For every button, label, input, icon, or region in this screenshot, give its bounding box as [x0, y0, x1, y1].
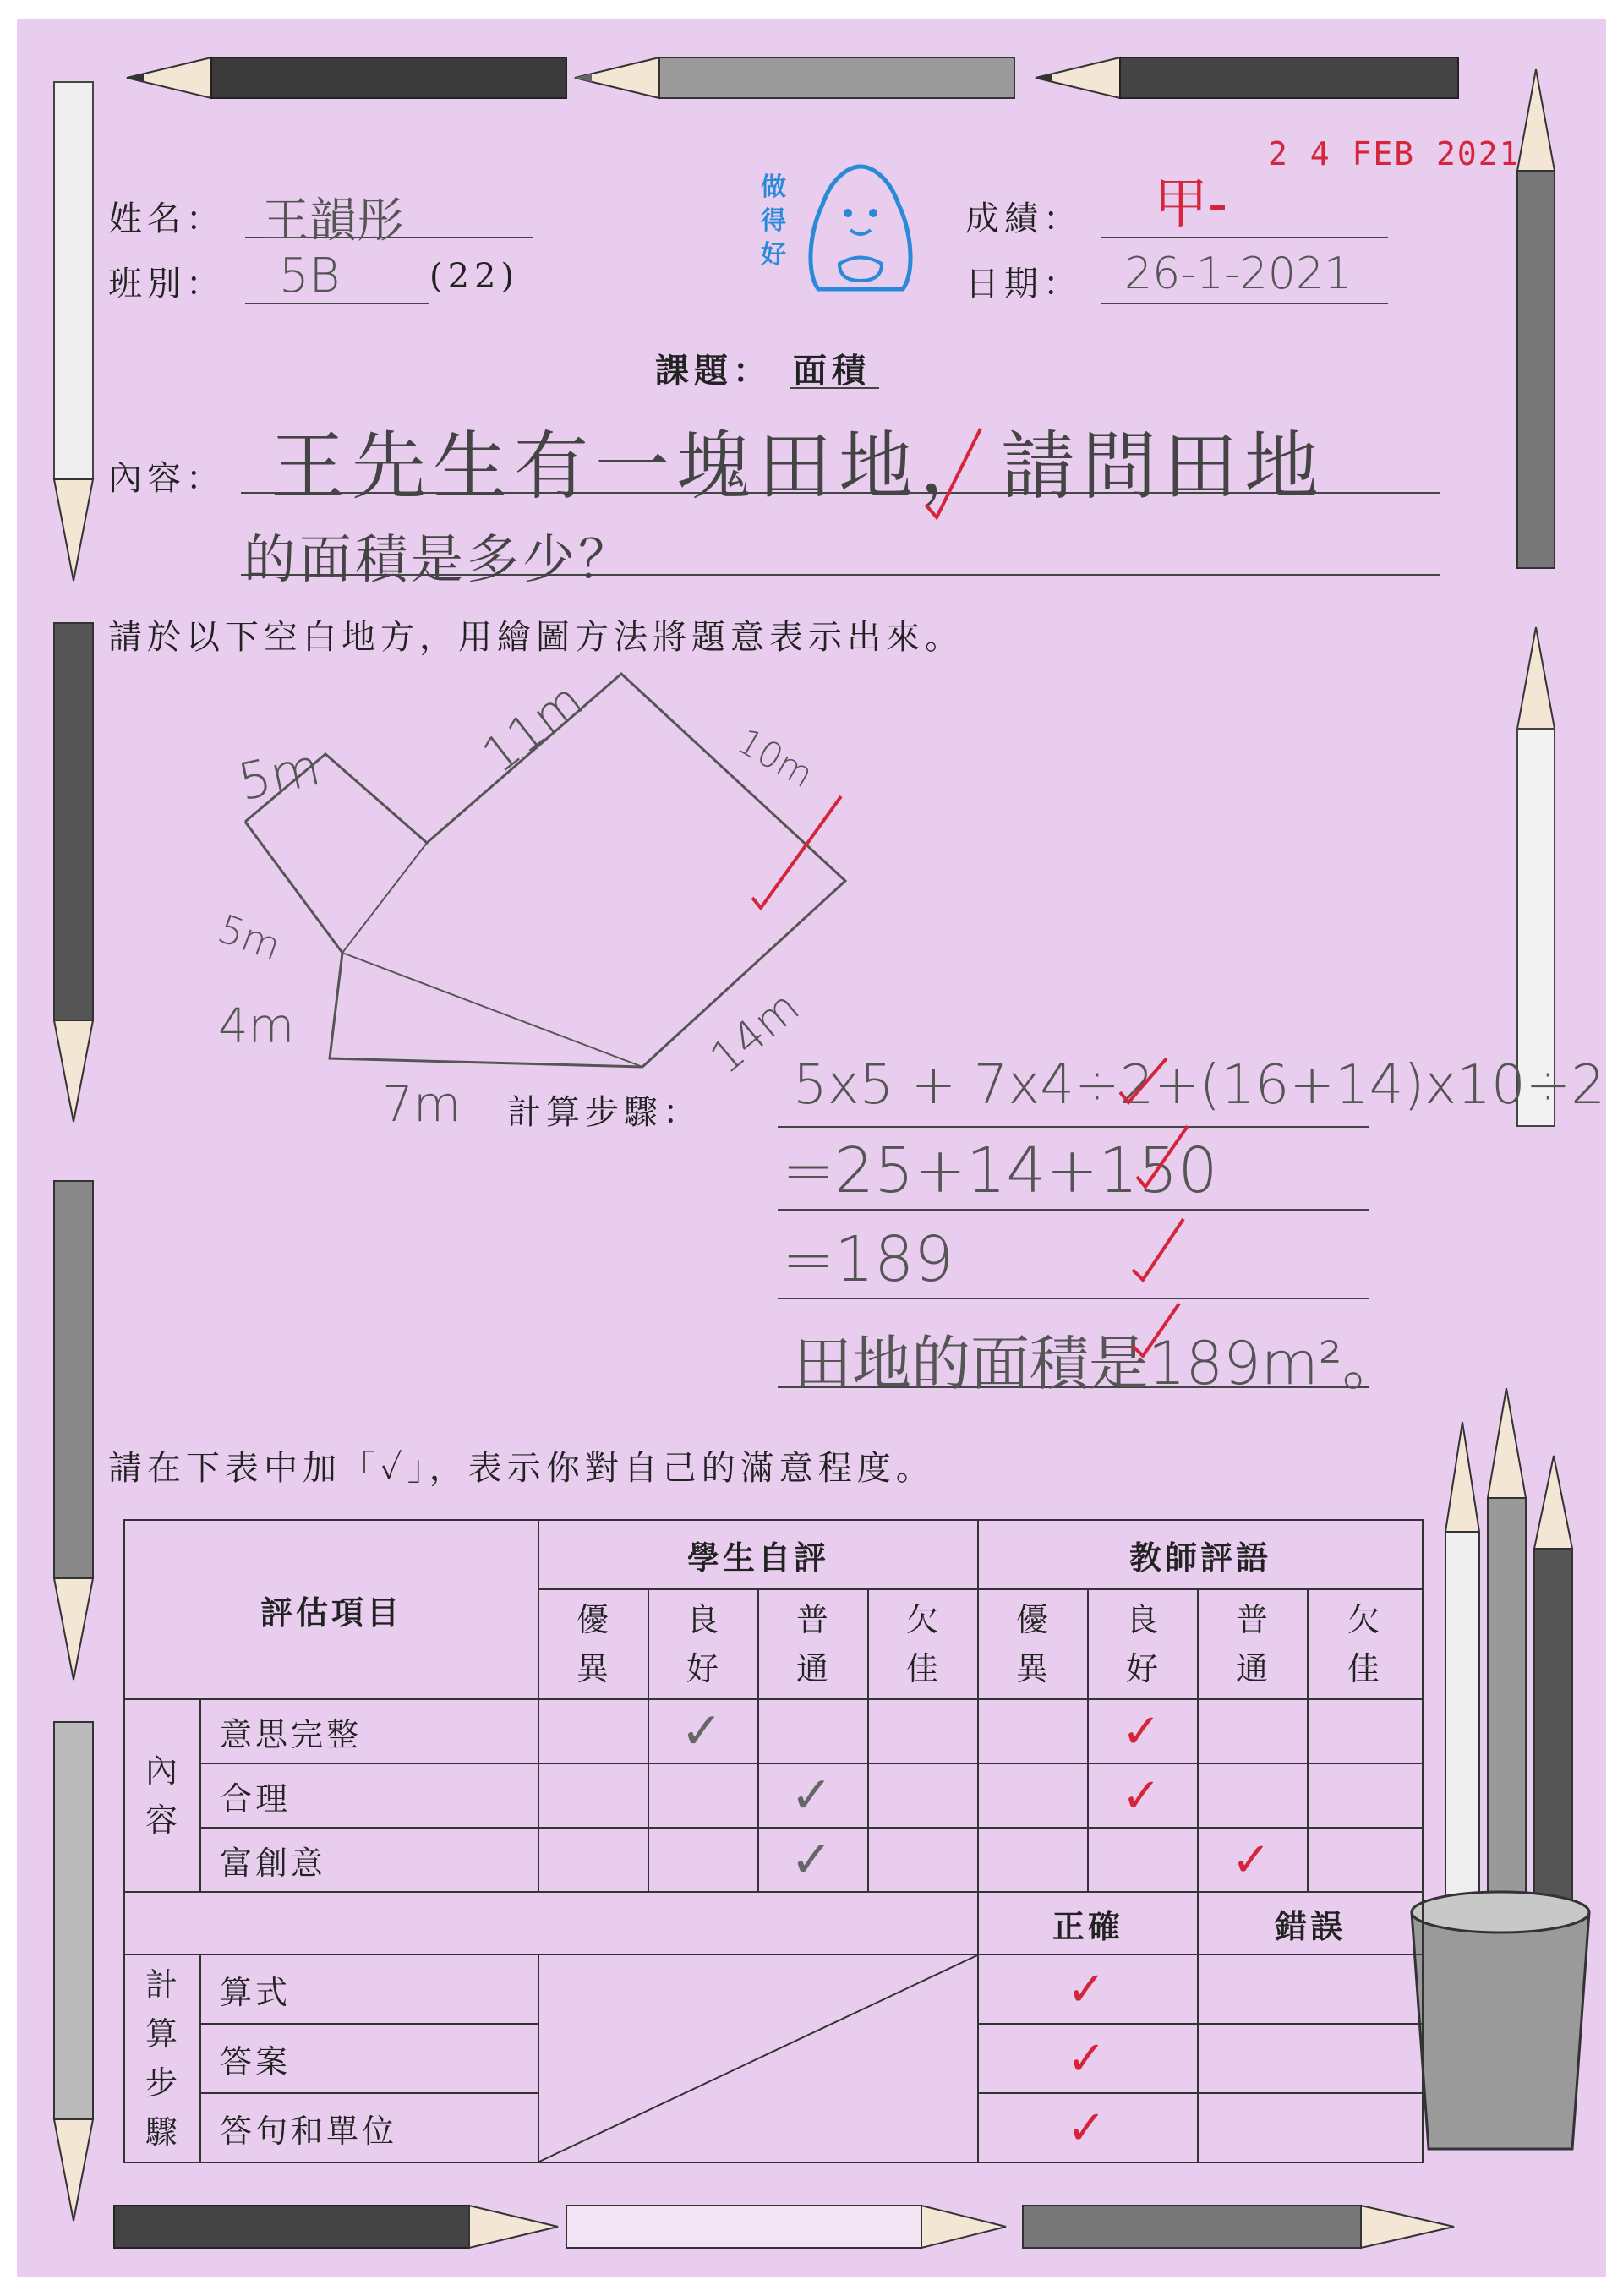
teacher-cell [1088, 1763, 1198, 1828]
row-label: 答案 [200, 2024, 538, 2093]
rating-cell[interactable] [868, 1699, 978, 1763]
step-line-4: 田地的面積是189m²。 [793, 1329, 1402, 1398]
correct-cell [978, 1954, 1198, 2024]
mascot-icon [801, 154, 920, 298]
grade-label: 成績： [965, 200, 1082, 238]
good-work-stamp [761, 154, 921, 306]
teacher-cell [1308, 1828, 1423, 1892]
content-label: 內容： [108, 459, 225, 498]
received-date-stamp: 2 4 FEB 2021 [1268, 135, 1521, 172]
teacher-cell [1088, 1699, 1198, 1763]
teacher-cell [1198, 1828, 1308, 1892]
rating-cell[interactable] [758, 1763, 868, 1828]
pencil-decoration-right [1505, 19, 1606, 1456]
evaluation-table [123, 1519, 1424, 2163]
group-steps-label: 計算步驟 [124, 1954, 200, 2162]
teacher-cell [1088, 1828, 1198, 1892]
rating-col-header: 欠佳 [1308, 1589, 1423, 1699]
class-number: (22) [429, 257, 520, 296]
teacher-header: 教師評語 [978, 1520, 1423, 1589]
teacher-tick: ✓ [1121, 1768, 1165, 1823]
teacher-cell [978, 1828, 1088, 1892]
student-tick: ✓ [680, 1702, 727, 1761]
teacher-tick: ✓ [1066, 2100, 1110, 2156]
pencil-decoration-left [17, 19, 101, 2277]
rating-col-header: 良好 [1088, 1589, 1198, 1699]
rating-cell[interactable] [758, 1828, 868, 1892]
rating-cell[interactable] [758, 1699, 868, 1763]
rating-cell[interactable] [538, 1763, 648, 1828]
teacher-cell [978, 1763, 1088, 1828]
diagram-check-mark [752, 796, 841, 908]
class-value: 5B [279, 249, 341, 303]
row-label: 合理 [200, 1763, 538, 1828]
item-header: 評估項目 [124, 1520, 538, 1699]
row-label: 答句和單位 [200, 2093, 538, 2162]
content-line2: 的面積是多少？ [243, 528, 635, 590]
rating-cell[interactable] [648, 1828, 758, 1892]
rating-cell[interactable] [648, 1763, 758, 1828]
step-line-2: =25+14+150 [782, 1134, 1218, 1207]
content-line1: 王先生有一塊田地，請問田地 [270, 423, 1326, 510]
date-value: 26-1-2021 [1124, 249, 1352, 299]
name-value: 王韻彤 [262, 194, 404, 249]
rating-cell[interactable] [648, 1699, 758, 1763]
label-5m-left: 5m [211, 905, 287, 970]
topic-value: 面積 [793, 351, 871, 391]
teacher-cell [1308, 1763, 1423, 1828]
teacher-cell [1308, 1699, 1423, 1763]
label-14m: 14m [701, 981, 810, 1085]
label-10m: 10m [730, 719, 821, 796]
wrong-cell [1198, 2024, 1423, 2093]
student-tick: ✓ [790, 1830, 837, 1889]
steps-label: 計算步驟： [507, 1093, 702, 1132]
correct-header: 正確 [978, 1892, 1198, 1954]
student-header: 學生自評 [538, 1520, 978, 1589]
rating-col-header: 良好 [648, 1589, 758, 1699]
teacher-cell [1198, 1763, 1308, 1828]
label-4m: 4m [218, 999, 295, 1054]
label-5m-top: 5m [232, 737, 325, 813]
date-label: 日期： [965, 265, 1082, 303]
rating-col-header: 普通 [1198, 1589, 1308, 1699]
topic-label: 課題： [655, 351, 772, 391]
wrong-cell [1198, 1954, 1423, 2024]
teacher-cell [978, 1699, 1088, 1763]
group-content-label: 內容 [124, 1699, 200, 1892]
worksheet [17, 19, 1606, 2277]
teacher-cell [1198, 1699, 1308, 1763]
label-11m: 11m [471, 671, 594, 784]
step-line-3: =189 [782, 1223, 954, 1296]
stamp-text: 做得好 [761, 172, 786, 270]
pencil-decoration-top [17, 19, 1606, 103]
rating-col-header: 優異 [538, 1589, 648, 1699]
slash-cell [538, 1954, 978, 2162]
grade-value: 甲- [1154, 173, 1228, 236]
name-label: 姓名： [108, 200, 225, 238]
diagonal-line [342, 953, 642, 1067]
table-instruction: 請在下表中加「✓」，表示你對自己的滿意程度。 [108, 1449, 935, 1488]
rating-col-header: 普通 [758, 1589, 868, 1699]
label-7m: 7m [382, 1075, 462, 1133]
diagonal-slash [539, 1955, 977, 2162]
rating-col-header: 欠佳 [868, 1589, 978, 1699]
class-label: 班別： [108, 265, 225, 303]
rating-col-header: 優異 [978, 1589, 1088, 1699]
rating-cell[interactable] [868, 1828, 978, 1892]
inner-line [342, 843, 427, 953]
teacher-tick: ✓ [1066, 1961, 1110, 2017]
blank-cell [124, 1892, 978, 1954]
rating-cell[interactable] [868, 1763, 978, 1828]
draw-instruction: 請於以下空白地方，用繪圖方法將題意表示出來。 [108, 618, 964, 657]
row-label: 富創意 [200, 1828, 538, 1892]
correct-cell [978, 2024, 1198, 2093]
rating-cell[interactable] [538, 1828, 648, 1892]
wrong-header: 錯誤 [1198, 1892, 1423, 1954]
teacher-tick: ✓ [1121, 1703, 1165, 1759]
correct-cell [978, 2093, 1198, 2162]
pencil-decoration-bottom [17, 2187, 1606, 2271]
row-label: 意思完整 [200, 1699, 538, 1763]
student-tick: ✓ [790, 1766, 837, 1825]
teacher-tick: ✓ [1066, 2031, 1110, 2086]
check-mark-icon [921, 424, 989, 526]
rating-cell[interactable] [538, 1699, 648, 1763]
wrong-cell [1198, 2093, 1423, 2162]
teacher-tick: ✓ [1231, 1832, 1275, 1888]
step-line-1: 5x5 + 7x4÷2+(16+14)x10÷2 [793, 1054, 1605, 1117]
steps-check-marks [1116, 1058, 1251, 1397]
row-label: 算式 [200, 1954, 538, 2024]
